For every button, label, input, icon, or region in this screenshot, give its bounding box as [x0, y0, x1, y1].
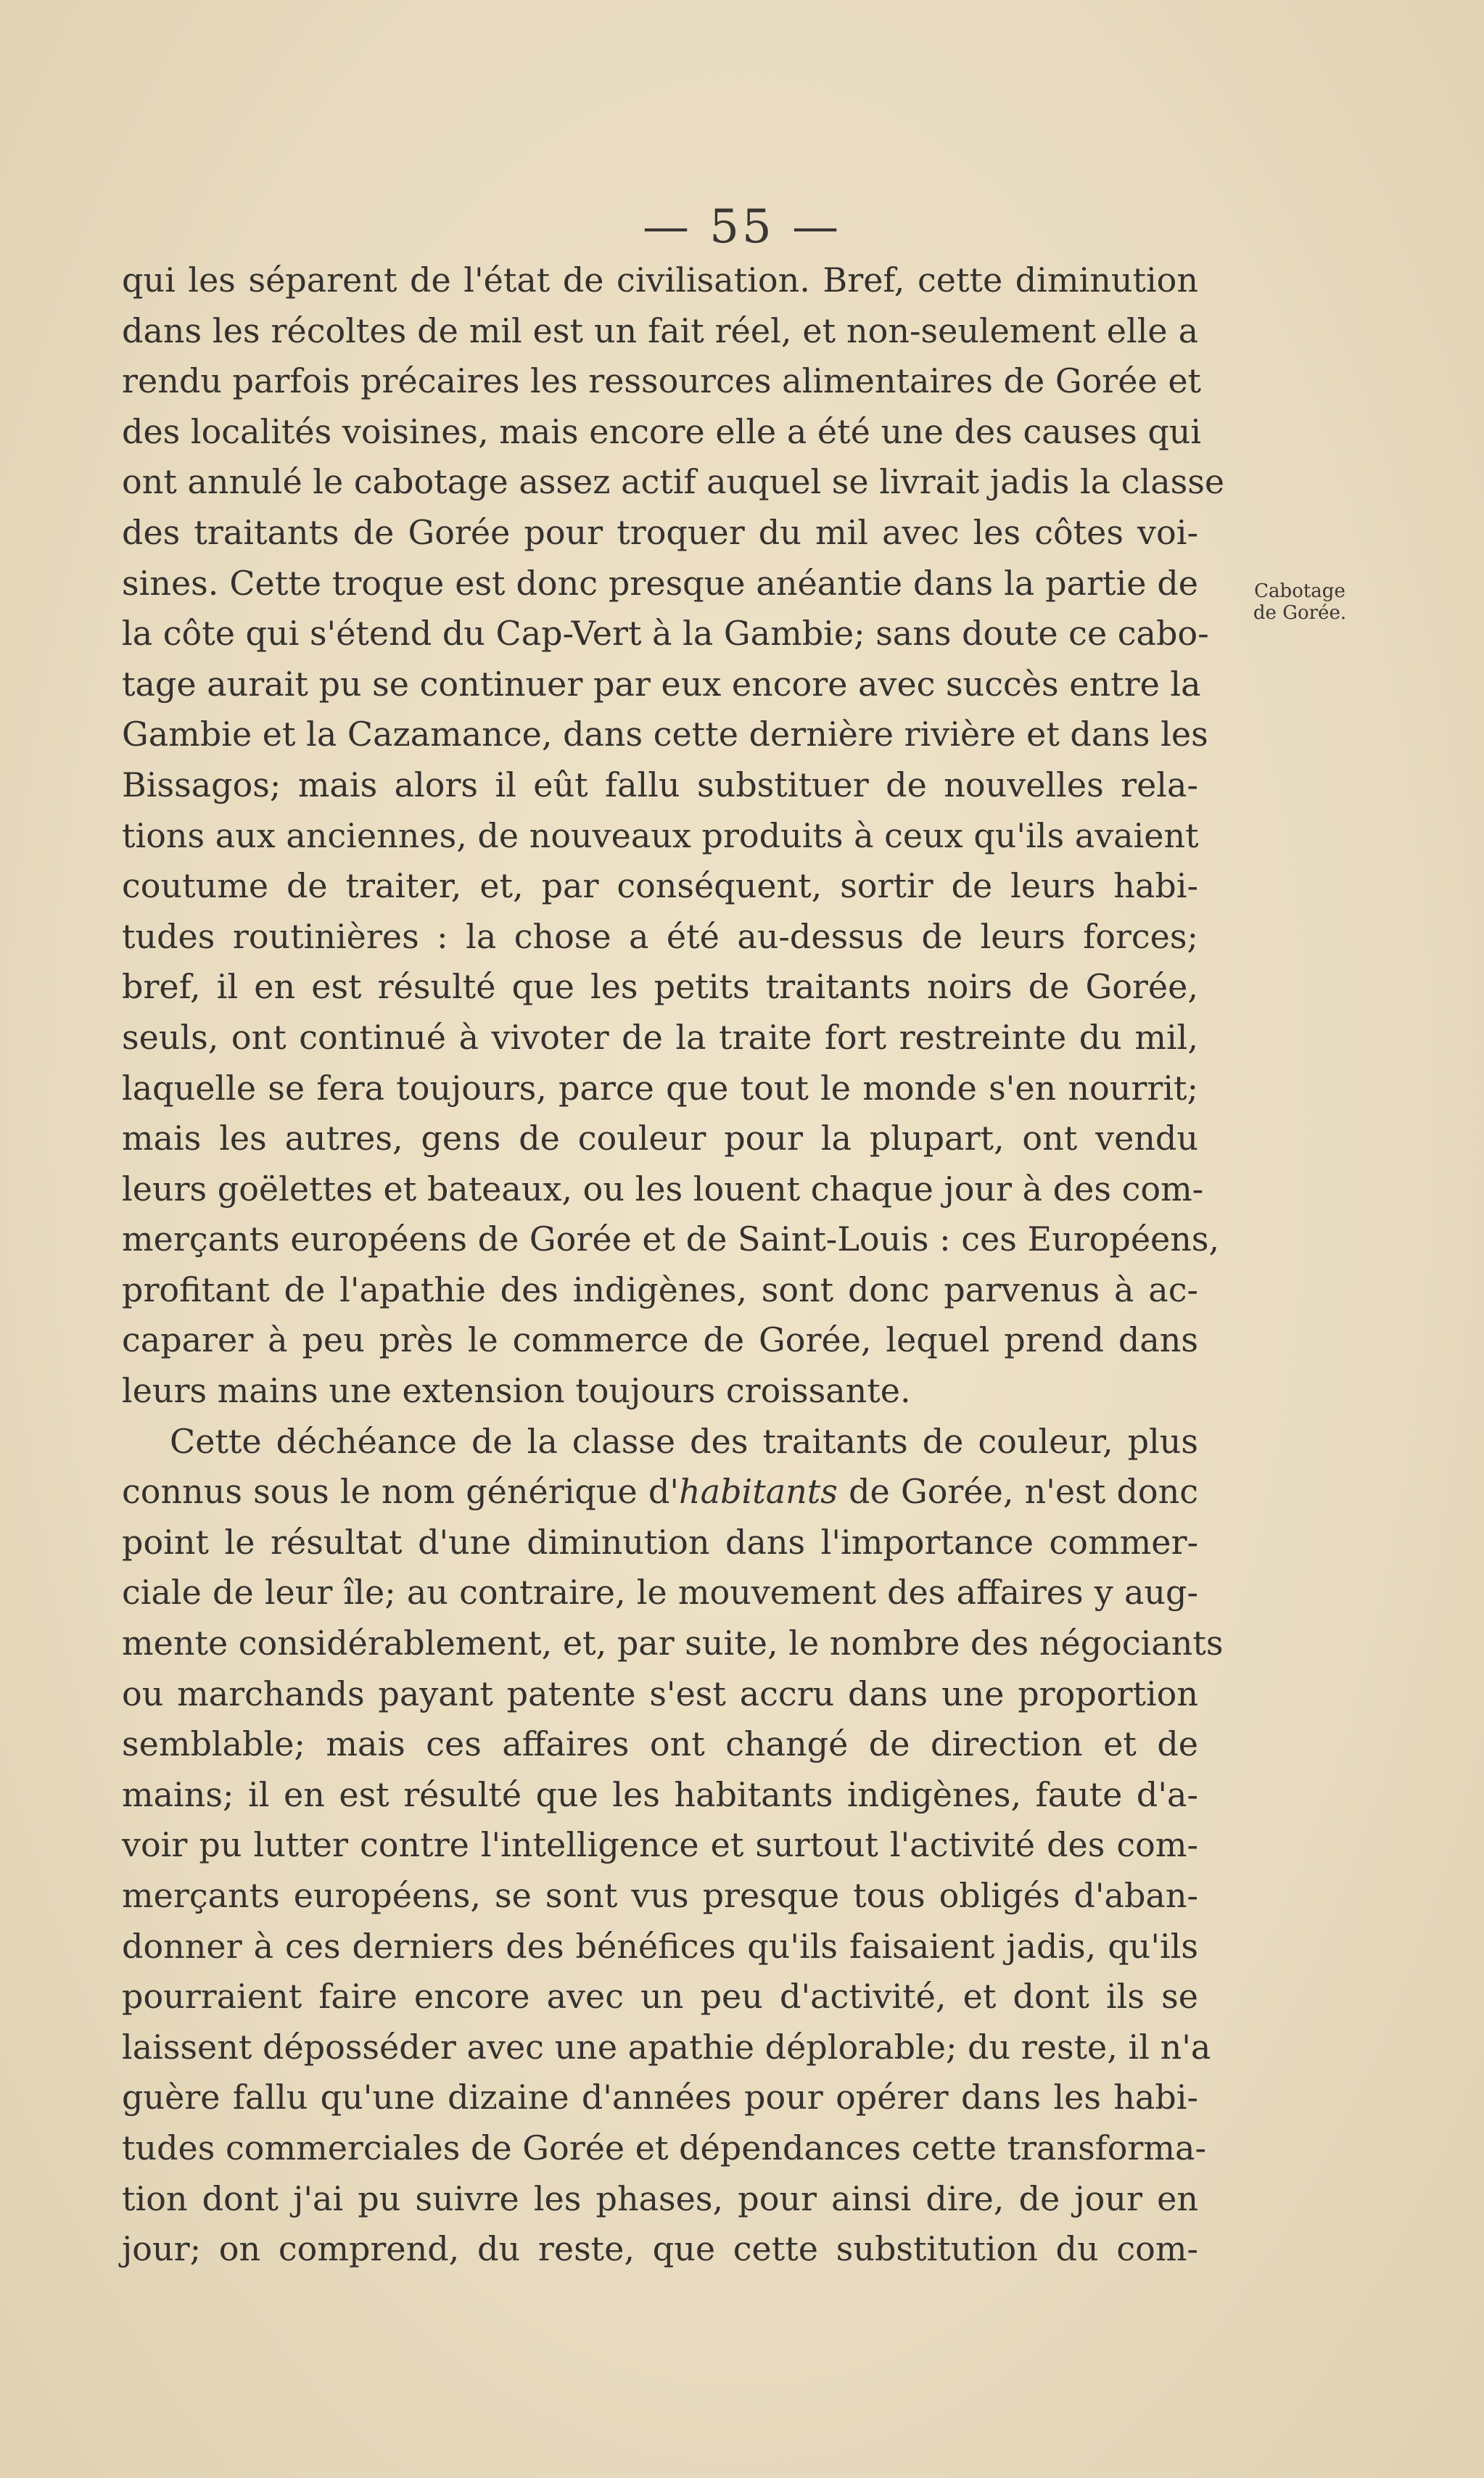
text-line: tage aurait pu se continuer par eux encore avec succès entre la	[122, 664, 1201, 704]
text-line: ont annulé le cabotage assez actif auquel se livrait jadis la classe	[122, 462, 1225, 502]
text-line: laquelle se fera toujours, parce que tout le monde s'en nourrit;	[122, 1068, 1198, 1108]
text-line: profitant de l'apathie des indigènes, sont donc parvenus à ac-	[122, 1269, 1198, 1309]
text-line-with-italic	[122, 1467, 1198, 1518]
margin-note-line-1: Cabotage	[1254, 580, 1345, 602]
text-line: qui les séparent de l'état de civilisation. Bref, cette diminution	[122, 260, 1198, 300]
text-line: laissent déposséder avec une apathie déplorable; du reste, il n'a	[122, 2027, 1211, 2067]
italic-term-habitants: habitants	[679, 1472, 838, 1512]
text-line: coutume de traiter, et, par conséquent, sortir de leurs habi-	[122, 866, 1198, 906]
text-line: des localités voisines, mais encore elle a été une des causes qui	[122, 411, 1202, 451]
body-text	[122, 255, 1225, 2275]
text-line: Gambie et la Cazamance, dans cette dernière rivière et dans les	[122, 715, 1208, 754]
text-line: mains; il en est résulté que les habitants indigènes, faute d'a-	[122, 1774, 1198, 1814]
text-line: jour; on comprend, du reste, que cette substitution du com-	[122, 2229, 1198, 2269]
text-line: mente considérablement, et, par suite, le nombre des négociants	[122, 1623, 1224, 1663]
text-line: caparer à peu près le commerce de Gorée, lequel prend dans	[122, 1320, 1198, 1360]
text-line: donner à ces derniers des bénéfices qu'ils faisaient jadis, qu'ils	[122, 1926, 1198, 1966]
margin-note-line-2: de Gorée.	[1253, 602, 1347, 624]
text-line: bref, il en est résulté que les petits traitants noirs de Gorée,	[122, 967, 1198, 1007]
text-line: mais les autres, gens de couleur pour la plupart, ont vendu	[122, 1119, 1198, 1158]
text-line: pourraient faire encore avec un peu d'activité, et dont ils se	[122, 1977, 1198, 2017]
text-line: leurs goëlettes et bateaux, ou les louent chaque jour à des com-	[122, 1169, 1204, 1209]
text-line-paragraph-end: leurs mains une extension toujours croissante.	[122, 1371, 911, 1411]
text-line-part: connus sous le nom générique d'	[122, 1472, 680, 1512]
text-line: des traitants de Gorée pour troquer du mil avec les côtes voi-	[122, 512, 1198, 552]
text-line: dans les récoltes de mil est un fait réel, et non-seulement elle a	[122, 310, 1198, 350]
text-line: point le résultat d'une diminution dans l'importance commer-	[122, 1522, 1198, 1562]
text-line: merçants européens, se sont vus presque tous obligés d'aban-	[122, 1876, 1198, 1915]
text-line: la côte qui s'étend du Cap-Vert à la Gambie; sans doute ce cabo-	[122, 614, 1209, 654]
margin-note	[1234, 580, 1365, 624]
text-line: voir pu lutter contre l'intelligence et surtout l'activité des com-	[122, 1825, 1198, 1865]
text-line: tions aux anciennes, de nouveaux produits à ceux qu'ils avaient	[122, 815, 1199, 855]
text-line: rendu parfois précaires les ressources alimentaires de Gorée et	[122, 361, 1202, 401]
text-line: seuls, ont continué à vivoter de la traite fort restreinte du mil,	[122, 1017, 1198, 1057]
text-line-part: de Gorée, n'est donc	[837, 1472, 1198, 1512]
text-line: tion dont j'ai pu suivre les phases, pour ainsi dire, de jour en	[122, 2178, 1198, 2218]
text-line: guère fallu qu'une dizaine d'années pour opérer dans les habi-	[122, 2078, 1198, 2117]
text-line: Bissagos; mais alors il eût fallu substituer de nouvelles rela-	[122, 765, 1198, 804]
text-line: merçants européens de Gorée et de Saint-Louis : ces Européens,	[122, 1219, 1220, 1259]
text-line: ciale de leur île; au contraire, le mouvement des affaires y aug-	[122, 1573, 1198, 1613]
text-line: ou marchands payant patente s'est accru dans une proportion	[122, 1674, 1198, 1713]
text-line: sines. Cette troque est donc presque anéantie dans la partie de	[122, 563, 1198, 603]
text-line: tudes commerciales de Gorée et dépendances cette transforma-	[122, 2128, 1206, 2168]
text-line: semblable; mais ces affaires ont changé de direction et de	[122, 1724, 1198, 1764]
text-line: tudes routinières : la chose a été au-dessus de leurs forces;	[122, 916, 1198, 956]
page-number: — 55 —	[642, 200, 842, 254]
text-line-paragraph-start: Cette déchéance de la classe des traitants de couleur, plus	[170, 1421, 1198, 1461]
